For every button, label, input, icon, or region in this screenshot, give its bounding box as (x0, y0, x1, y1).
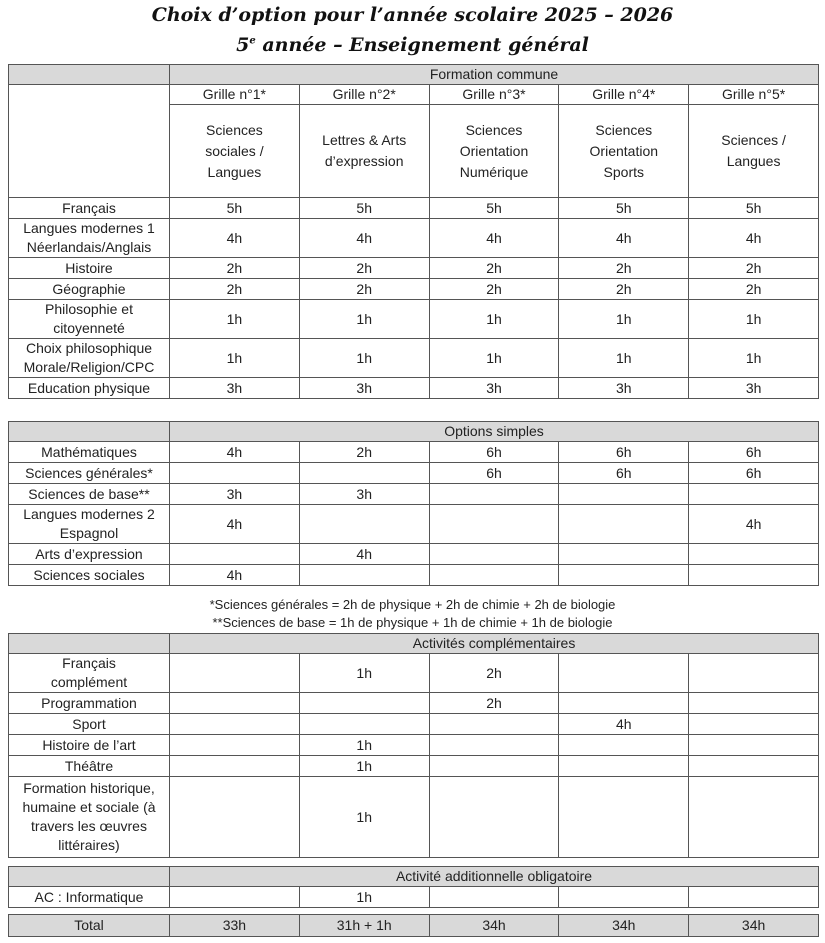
hours-cell: 4h (170, 565, 300, 586)
table-row (9, 887, 819, 908)
hours-cell: 4h (559, 714, 689, 735)
grid-label: Grille n°4* (559, 85, 689, 105)
footnote-sciences-de-base: **Sciences de base = 1h de physique + 1h de chimie + 1h de biologie (212, 615, 613, 630)
hours-cell: 3h (689, 378, 819, 399)
grid-label: Grille n°1* (170, 85, 300, 105)
grid-name (559, 105, 689, 198)
header-blank-cell (9, 422, 170, 442)
subject-cell-line: Mathématiques (41, 443, 137, 460)
hours-cell (559, 654, 689, 693)
hours-cell (689, 565, 819, 586)
hours-cell (689, 654, 819, 693)
hours-cell: 5h (689, 198, 819, 219)
subject-cell (9, 777, 170, 858)
hours-cell (689, 544, 819, 565)
hours-cell (170, 463, 300, 484)
table-row (9, 505, 819, 544)
hours-cell (689, 756, 819, 777)
hours-cell: 4h (689, 219, 819, 258)
hours-cell: 4h (299, 544, 429, 565)
hours-cell (689, 693, 819, 714)
hours-cell (429, 544, 559, 565)
hours-cell (559, 777, 689, 858)
hours-cell: 3h (559, 378, 689, 399)
hours-cell: 1h (689, 300, 819, 339)
hours-cell (559, 693, 689, 714)
hours-cell: 4h (170, 442, 300, 463)
hours-cell: 1h (170, 339, 300, 378)
hours-cell (689, 484, 819, 505)
hours-cell: 6h (429, 442, 559, 463)
hours-cell: 6h (559, 442, 689, 463)
hours-cell (429, 714, 559, 735)
total-value: 34h (689, 915, 819, 937)
header-blank-cell (9, 634, 170, 654)
subject-cell-line: Morale/Religion/CPC (23, 359, 155, 375)
table-row (9, 442, 819, 463)
table-row (9, 279, 819, 300)
hours-cell (299, 714, 429, 735)
hours-cell (559, 565, 689, 586)
hours-cell (559, 756, 689, 777)
hours-cell: 2h (429, 258, 559, 279)
hours-cell: 2h (299, 258, 429, 279)
hours-cell (429, 756, 559, 777)
hours-cell: 1h (299, 756, 429, 777)
hours-cell (299, 463, 429, 484)
subject-cell-line: Arts d’expression (35, 545, 143, 562)
subject-cell (9, 544, 170, 565)
table-row (9, 219, 819, 258)
grid-name-line: Sciences (205, 121, 263, 138)
hours-cell: 1h (299, 887, 429, 908)
hours-cell (429, 565, 559, 586)
section-header-options: Options simples (170, 422, 819, 442)
subject-cell (9, 258, 170, 279)
header-empty-cell (9, 85, 170, 198)
hours-cell: 2h (559, 258, 689, 279)
table-row (9, 693, 819, 714)
hours-cell (299, 505, 429, 544)
subject-cell (9, 714, 170, 735)
hours-cell (299, 693, 429, 714)
total-value: 34h (559, 915, 689, 937)
subject-cell-line: Français (62, 655, 116, 671)
subject-cell-line: Langues modernes 2 (23, 506, 155, 522)
hours-cell (429, 735, 559, 756)
hours-cell (429, 484, 559, 505)
subject-cell-line: Education physique (27, 379, 151, 396)
hours-cell: 5h (429, 198, 559, 219)
subject-cell-line: Histoire de l’art (42, 736, 136, 753)
table-row (9, 378, 819, 399)
hours-cell: 2h (559, 279, 689, 300)
grid-name-line: Sciences (595, 121, 653, 138)
total-value: 31h + 1h (299, 915, 429, 937)
hours-cell: 6h (689, 463, 819, 484)
hours-cell: 6h (689, 442, 819, 463)
hours-cell: 1h (429, 339, 559, 378)
hours-cell: 1h (559, 339, 689, 378)
subject-cell-line: Néerlandais/Anglais (26, 239, 152, 255)
total-table (8, 914, 819, 937)
hours-cell: 1h (299, 777, 429, 858)
subject-cell-line: Français (62, 199, 116, 216)
subject-cell-line: Choix philosophique (25, 340, 153, 356)
section-header-formation: Formation commune (170, 65, 819, 85)
hours-cell: 1h (299, 654, 429, 693)
hours-cell (429, 777, 559, 858)
grid-name (170, 105, 300, 198)
header-blank-cell (9, 65, 170, 85)
hours-cell (170, 887, 300, 908)
grid-name-line: Langues (207, 163, 262, 180)
subject-cell (9, 339, 170, 378)
hours-cell: 2h (689, 279, 819, 300)
grid-name (429, 105, 559, 198)
table-row (9, 565, 819, 586)
hours-cell (170, 714, 300, 735)
hours-cell (299, 565, 429, 586)
grid-name (299, 105, 429, 198)
activites-table (8, 633, 819, 858)
page-title: Choix d’option pour l’année scolaire 2025 – 2026 (151, 4, 674, 26)
hours-cell (559, 505, 689, 544)
hours-cell: 1h (299, 300, 429, 339)
hours-cell: 1h (559, 300, 689, 339)
subject-cell-line: Philosophie et (45, 301, 133, 317)
hours-cell: 1h (299, 735, 429, 756)
subject-cell-line: humaine et sociale (à (22, 799, 156, 815)
subject-cell (9, 279, 170, 300)
hours-cell (559, 484, 689, 505)
grid-name-line: d’expression (324, 153, 404, 169)
grid-name-line: Orientation (459, 142, 529, 159)
hours-cell: 4h (299, 219, 429, 258)
table-row (9, 198, 819, 219)
hours-cell (170, 544, 300, 565)
hours-cell: 1h (299, 339, 429, 378)
total-value: 33h (170, 915, 300, 937)
grid-label: Grille n°5* (689, 85, 819, 105)
hours-cell: 2h (170, 258, 300, 279)
hours-cell: 6h (559, 463, 689, 484)
total-label: Total (9, 915, 170, 937)
grid-name-line: Langues (726, 153, 781, 169)
grid-name-line: sociales / (205, 142, 264, 159)
subject-cell-line: travers les œuvres (31, 818, 147, 834)
page-subtitle: 5e année – Enseignement général (236, 34, 589, 56)
hours-cell: 2h (299, 279, 429, 300)
hours-cell: 5h (299, 198, 429, 219)
hours-cell (689, 714, 819, 735)
hours-cell (429, 887, 559, 908)
hours-cell: 5h (559, 198, 689, 219)
subject-cell (9, 300, 170, 339)
subject-cell-line: complément (50, 674, 128, 690)
hours-cell: 4h (689, 505, 819, 544)
table-row (9, 756, 819, 777)
hours-cell: 3h (299, 378, 429, 399)
hours-cell (170, 693, 300, 714)
hours-cell (689, 777, 819, 858)
subject-cell-line: Sciences de base** (28, 485, 150, 502)
subject-cell-line: AC : Informatique (34, 888, 144, 905)
table-row (9, 339, 819, 378)
additionnelle-table (8, 866, 819, 908)
grid-label: Grille n°3* (429, 85, 559, 105)
hours-cell: 4h (170, 219, 300, 258)
grid-label: Grille n°2* (299, 85, 429, 105)
hours-cell: 2h (170, 279, 300, 300)
grid-name-line: Numérique (459, 163, 529, 180)
subject-cell (9, 735, 170, 756)
hours-cell: 2h (689, 258, 819, 279)
subject-cell-line: citoyenneté (53, 320, 125, 336)
section-header-activites: Activités complémentaires (170, 634, 819, 654)
hours-cell: 6h (429, 463, 559, 484)
hours-cell (170, 777, 300, 858)
grid-name-line: Sciences / (721, 132, 786, 148)
hours-cell (170, 756, 300, 777)
subject-cell-line: Formation historique, (23, 780, 155, 796)
subject-cell (9, 505, 170, 544)
hours-cell (689, 887, 819, 908)
subject-cell (9, 887, 170, 908)
table-row (9, 654, 819, 693)
subject-cell-line: Sciences générales* (25, 464, 153, 481)
hours-cell (559, 544, 689, 565)
subject-cell (9, 484, 170, 505)
footnote-sciences-generales: *Sciences générales = 2h de physique + 2h de chimie + 2h de biologie (209, 597, 616, 612)
hours-cell: 2h (429, 279, 559, 300)
section-header-additionnelle: Activité additionnelle obligatoire (170, 867, 819, 887)
options-simples-table (8, 421, 819, 586)
subject-cell-line: Géographie (52, 280, 126, 297)
subject-cell-line: Sport (72, 715, 106, 732)
header-blank-cell (9, 867, 170, 887)
hours-cell: 4h (429, 219, 559, 258)
hours-cell: 1h (170, 300, 300, 339)
hours-cell (689, 735, 819, 756)
table-row (9, 463, 819, 484)
hours-cell: 4h (559, 219, 689, 258)
hours-cell (559, 735, 689, 756)
table-row (9, 300, 819, 339)
total-value: 34h (429, 915, 559, 937)
subject-cell (9, 378, 170, 399)
grid-name-line: Sports (603, 163, 645, 180)
hours-cell: 4h (170, 505, 300, 544)
table-row (9, 258, 819, 279)
hours-cell: 2h (299, 442, 429, 463)
hours-cell: 1h (429, 300, 559, 339)
subject-cell-line: Espagnol (59, 525, 119, 541)
hours-cell: 3h (429, 378, 559, 399)
subject-cell (9, 654, 170, 693)
hours-cell: 3h (299, 484, 429, 505)
hours-cell (170, 735, 300, 756)
hours-cell: 1h (689, 339, 819, 378)
hours-cell: 5h (170, 198, 300, 219)
hours-cell (559, 887, 689, 908)
subject-cell-line: Théâtre (64, 757, 114, 774)
grid-name (689, 105, 819, 198)
hours-cell: 2h (429, 654, 559, 693)
subject-cell (9, 693, 170, 714)
subject-cell (9, 198, 170, 219)
formation-commune-table (8, 64, 819, 399)
subject-cell (9, 442, 170, 463)
table-row (9, 735, 819, 756)
hours-cell (429, 505, 559, 544)
subject-cell-line: littéraires) (58, 837, 120, 853)
grid-name-line: Orientation (589, 142, 659, 159)
table-row (9, 777, 819, 858)
subject-cell-line: Sciences sociales (33, 566, 145, 583)
hours-cell (170, 654, 300, 693)
table-row (9, 484, 819, 505)
subject-cell (9, 219, 170, 258)
subject-cell-line: Langues modernes 1 (23, 220, 155, 236)
grid-name-line: Lettres & Arts (322, 132, 407, 148)
subject-cell-line: Programmation (41, 694, 137, 711)
subject-cell (9, 565, 170, 586)
hours-cell: 3h (170, 484, 300, 505)
grid-name-line: Sciences (465, 121, 523, 138)
table-row (9, 544, 819, 565)
subject-cell-line: Histoire (65, 259, 113, 276)
subject-cell (9, 756, 170, 777)
hours-cell: 3h (170, 378, 300, 399)
table-row (9, 714, 819, 735)
hours-cell: 2h (429, 693, 559, 714)
subject-cell (9, 463, 170, 484)
